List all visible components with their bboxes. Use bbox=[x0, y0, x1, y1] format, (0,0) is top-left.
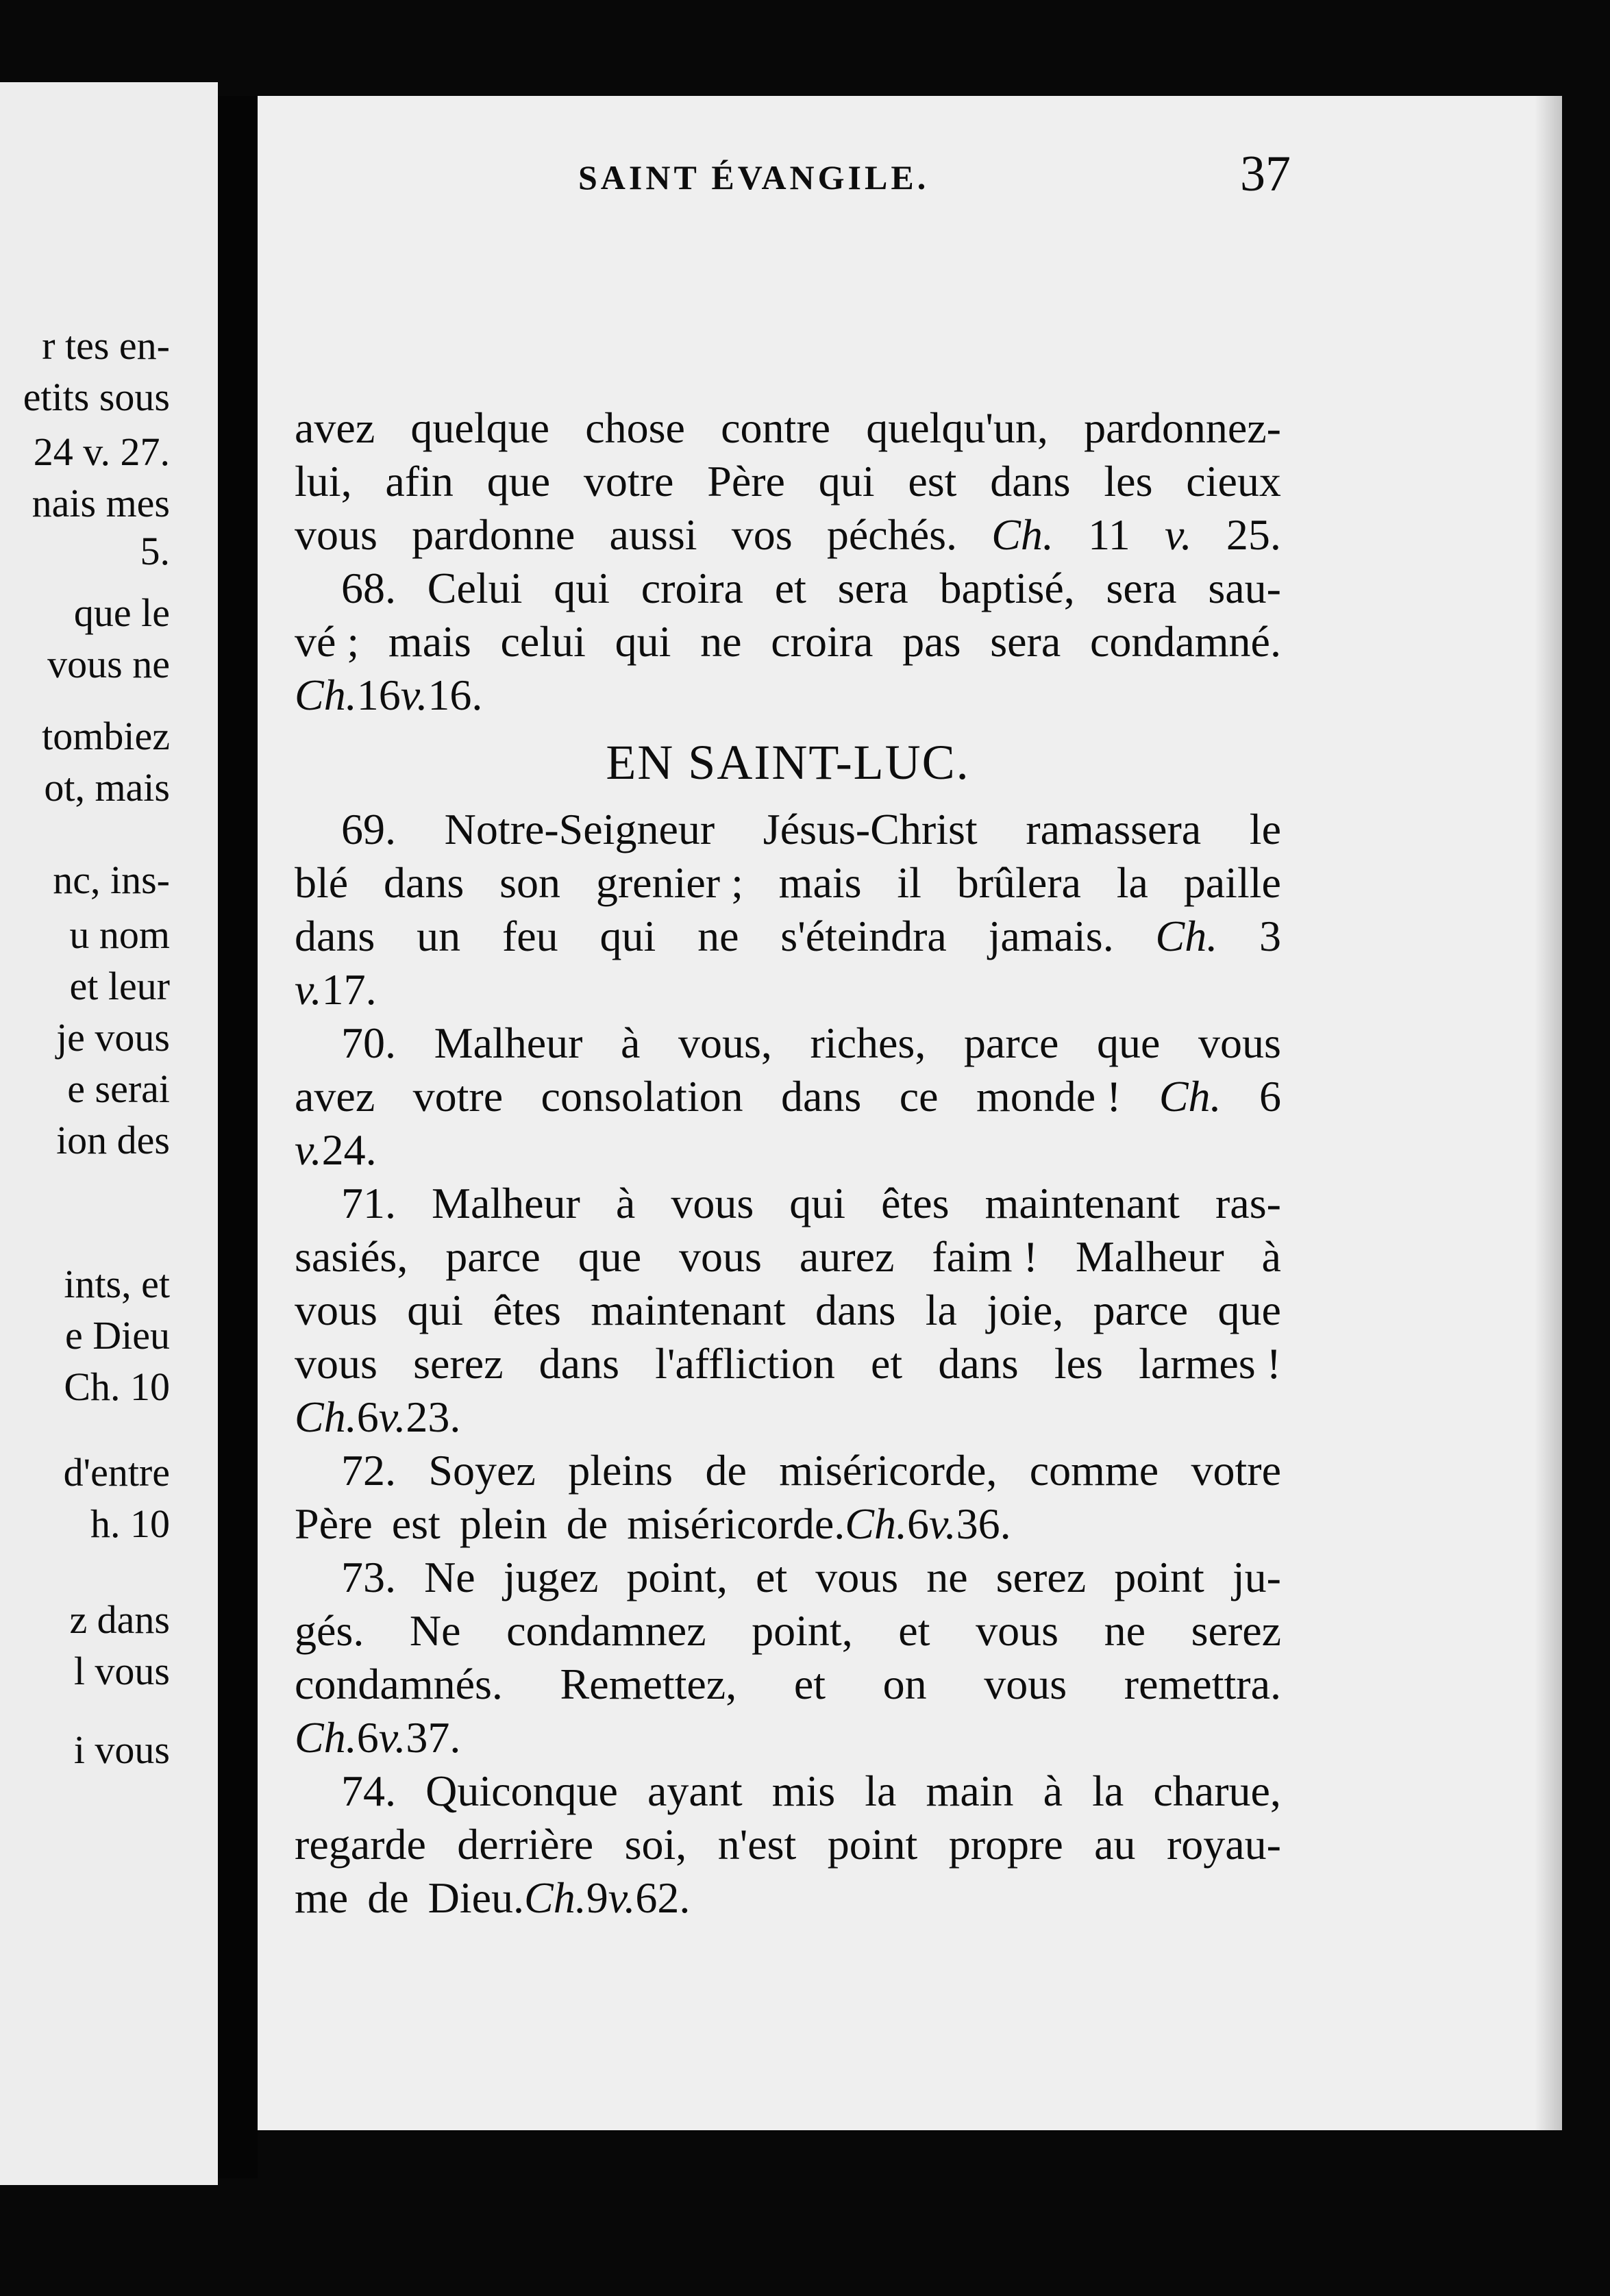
text-line bbox=[295, 1711, 1281, 1764]
word: Malheur bbox=[432, 1179, 580, 1227]
text-line bbox=[295, 1604, 1281, 1658]
word: 16 bbox=[356, 671, 401, 719]
word: Remettez, bbox=[560, 1660, 737, 1708]
word: point, bbox=[626, 1553, 728, 1601]
word: regarde bbox=[295, 1820, 426, 1869]
word: 11 bbox=[1088, 510, 1130, 559]
left-page-fragment bbox=[0, 82, 218, 2185]
reference-abbrev: Ch. bbox=[991, 510, 1054, 559]
word: sera bbox=[1106, 564, 1177, 612]
word: sau- bbox=[1208, 564, 1281, 612]
word: monde ! bbox=[976, 1072, 1122, 1121]
word: Soyez bbox=[428, 1446, 536, 1495]
left-page-line: nc, ins- bbox=[53, 858, 170, 902]
word: que bbox=[486, 457, 551, 506]
word: 70. bbox=[341, 1019, 396, 1067]
word: dans bbox=[538, 1339, 619, 1388]
word: Jésus-Christ bbox=[763, 805, 978, 853]
word: grenier ; bbox=[595, 858, 743, 907]
word: ras- bbox=[1215, 1179, 1281, 1227]
text-line bbox=[295, 1284, 1281, 1337]
left-page-line: et leur bbox=[69, 964, 170, 1008]
text-line bbox=[295, 508, 1281, 562]
word: qui bbox=[615, 617, 671, 666]
text-line bbox=[295, 1658, 1281, 1711]
word: dans bbox=[815, 1286, 896, 1334]
text-line bbox=[295, 615, 1281, 669]
word: 6 bbox=[356, 1713, 379, 1762]
word: vous bbox=[295, 1339, 377, 1388]
word: vous, bbox=[678, 1019, 772, 1067]
word: la bbox=[865, 1767, 897, 1815]
word: votre bbox=[1191, 1446, 1281, 1495]
word: mis bbox=[771, 1767, 836, 1815]
word: qui bbox=[789, 1179, 846, 1227]
section-heading: EN SAINT-LUC. bbox=[606, 735, 970, 790]
word: on bbox=[882, 1660, 927, 1708]
word: à bbox=[1043, 1767, 1063, 1815]
word: vos bbox=[731, 510, 793, 559]
text-line bbox=[295, 1070, 1281, 1123]
word: Quiconque bbox=[425, 1767, 618, 1815]
word: l'affliction bbox=[655, 1339, 835, 1388]
word: votre bbox=[412, 1072, 504, 1121]
word: dans bbox=[938, 1339, 1019, 1388]
word: avez bbox=[295, 403, 375, 452]
word: soi, bbox=[624, 1820, 687, 1869]
word: Celui bbox=[427, 564, 523, 612]
word: pleins bbox=[568, 1446, 673, 1495]
word: vous bbox=[976, 1606, 1058, 1655]
word: serez bbox=[1191, 1606, 1281, 1655]
word: et bbox=[871, 1339, 903, 1388]
word: que bbox=[578, 1232, 642, 1281]
text-line bbox=[295, 803, 1281, 856]
text-line bbox=[295, 1390, 1281, 1444]
left-page-line: etits sous bbox=[23, 375, 170, 419]
left-page-line: ion des bbox=[56, 1118, 170, 1162]
word: ayant bbox=[647, 1767, 743, 1815]
word: Dieu. bbox=[428, 1873, 524, 1922]
word: comme bbox=[1029, 1446, 1159, 1495]
word: péchés. bbox=[826, 510, 957, 559]
word: Malheur bbox=[1075, 1232, 1224, 1281]
word: que bbox=[1217, 1286, 1281, 1334]
left-page-line: que le bbox=[73, 590, 170, 635]
word: pas bbox=[902, 617, 961, 666]
word: vous bbox=[679, 1232, 762, 1281]
word: Notre-Seigneur bbox=[444, 805, 715, 853]
word: remettra. bbox=[1124, 1660, 1281, 1708]
word: ne bbox=[1104, 1606, 1145, 1655]
word: propre bbox=[948, 1820, 1063, 1869]
word: larmes ! bbox=[1139, 1339, 1281, 1388]
word: 17. bbox=[321, 965, 377, 1014]
text-line bbox=[295, 1123, 1281, 1177]
word: plein bbox=[459, 1499, 547, 1548]
word: aussi bbox=[609, 510, 697, 559]
word: ju- bbox=[1232, 1553, 1281, 1601]
reference-abbrev: v. bbox=[1165, 510, 1192, 559]
word: sera bbox=[837, 564, 908, 612]
word: joie, bbox=[987, 1286, 1064, 1334]
running-head-title: SAINT ÉVANGILE. bbox=[578, 158, 930, 197]
word: et bbox=[756, 1553, 788, 1601]
word: ramassera bbox=[1026, 805, 1202, 853]
word: 9 bbox=[586, 1873, 608, 1922]
word: il bbox=[897, 858, 921, 907]
word: parce bbox=[963, 1019, 1059, 1067]
text-line bbox=[295, 1444, 1281, 1497]
word: mais bbox=[388, 617, 471, 666]
word: vous bbox=[1198, 1019, 1281, 1067]
left-page-line: 5. bbox=[140, 529, 170, 573]
word: vous bbox=[295, 1286, 377, 1334]
word: est bbox=[391, 1499, 441, 1548]
word: les bbox=[1054, 1339, 1103, 1388]
word: jugez bbox=[503, 1553, 599, 1601]
word: êtes bbox=[493, 1286, 561, 1334]
word: point bbox=[1114, 1553, 1204, 1601]
reference-abbrev: v. bbox=[378, 1393, 406, 1441]
text-line bbox=[295, 562, 1281, 615]
word: point, bbox=[752, 1606, 853, 1655]
word: dans bbox=[295, 912, 375, 960]
text-line bbox=[295, 1871, 1281, 1925]
word: 37. bbox=[406, 1713, 461, 1762]
word: pardonnez- bbox=[1084, 403, 1281, 452]
word: dans bbox=[781, 1072, 862, 1121]
word: serez bbox=[995, 1553, 1087, 1601]
word: ne bbox=[700, 617, 742, 666]
word: un bbox=[417, 912, 461, 960]
word: 36. bbox=[956, 1499, 1011, 1548]
text-line bbox=[295, 1497, 1281, 1551]
left-page-line: nais mes bbox=[32, 481, 170, 525]
word: faim ! bbox=[932, 1232, 1038, 1281]
word: miséricorde. bbox=[627, 1499, 845, 1548]
word: 6 bbox=[1259, 1072, 1281, 1121]
word: qui bbox=[818, 457, 875, 506]
word: 23. bbox=[406, 1393, 461, 1441]
word: qui bbox=[599, 912, 656, 960]
word: quelque bbox=[410, 403, 549, 452]
word: ne bbox=[926, 1553, 968, 1601]
word: dans bbox=[384, 858, 465, 907]
word: royau- bbox=[1166, 1820, 1281, 1869]
word: quelqu'un, bbox=[866, 403, 1048, 452]
word: pardonne bbox=[412, 510, 575, 559]
word: parce bbox=[1093, 1286, 1189, 1334]
reference-abbrev: Ch. bbox=[1159, 1072, 1222, 1121]
word: 25. bbox=[1226, 510, 1281, 559]
left-page-line: tombiez bbox=[42, 714, 170, 758]
word: charue, bbox=[1153, 1767, 1281, 1815]
word: avez bbox=[295, 1072, 375, 1121]
word: miséricorde, bbox=[779, 1446, 998, 1495]
left-page-line: l vous bbox=[73, 1649, 170, 1693]
word: chose bbox=[585, 403, 685, 452]
reference-abbrev: v. bbox=[295, 1125, 322, 1174]
reference-abbrev: v. bbox=[295, 965, 322, 1014]
word: à bbox=[615, 1179, 636, 1227]
word: derrière bbox=[457, 1820, 594, 1869]
left-page-line: je vous bbox=[56, 1015, 170, 1060]
word: afin bbox=[385, 457, 454, 506]
word: à bbox=[1261, 1232, 1281, 1281]
word: serez bbox=[413, 1339, 504, 1388]
word: son bbox=[499, 858, 561, 907]
word: condamnés. bbox=[295, 1660, 503, 1708]
word: 6 bbox=[906, 1499, 929, 1548]
word: lui, bbox=[295, 457, 352, 506]
word: 72. bbox=[341, 1446, 396, 1495]
word: sasiés, bbox=[295, 1232, 408, 1281]
left-page-line: e serai bbox=[67, 1066, 170, 1111]
word: baptisé, bbox=[939, 564, 1075, 612]
left-page-line: u nom bbox=[69, 912, 170, 957]
word: et bbox=[774, 564, 806, 612]
word: maintenant bbox=[984, 1179, 1180, 1227]
text-line bbox=[295, 910, 1281, 963]
text-line bbox=[295, 1177, 1281, 1230]
word: 69. bbox=[341, 805, 396, 853]
word: aurez bbox=[799, 1232, 895, 1281]
text-line bbox=[295, 669, 1281, 722]
word: ce bbox=[899, 1072, 939, 1121]
word: vous bbox=[815, 1553, 899, 1601]
word: de bbox=[705, 1446, 747, 1495]
book-gutter bbox=[218, 96, 258, 2178]
text-line bbox=[295, 963, 1281, 1016]
word: 74. bbox=[341, 1767, 396, 1815]
word: vé ; bbox=[295, 617, 360, 666]
text-line bbox=[295, 401, 1281, 455]
left-page-line: ints, et bbox=[64, 1262, 170, 1306]
word: et bbox=[793, 1660, 826, 1708]
word: mais bbox=[778, 858, 862, 907]
reference-abbrev: v. bbox=[378, 1713, 406, 1762]
reference-abbrev: Ch. bbox=[295, 1393, 357, 1441]
word: 68. bbox=[341, 564, 396, 612]
word: 3 bbox=[1259, 912, 1281, 960]
word: Ne bbox=[424, 1553, 475, 1601]
word: Père bbox=[295, 1499, 373, 1548]
word: ne bbox=[697, 912, 739, 960]
word: vous bbox=[671, 1179, 754, 1227]
page-number: 37 bbox=[1240, 146, 1291, 202]
word: 6 bbox=[356, 1393, 379, 1441]
word: jamais. bbox=[988, 912, 1114, 960]
word: feu bbox=[501, 912, 558, 960]
text-line bbox=[295, 1818, 1281, 1871]
text-block bbox=[295, 401, 1281, 1925]
word: vous bbox=[295, 510, 377, 559]
word: condamnez bbox=[506, 1606, 706, 1655]
text-line bbox=[295, 455, 1281, 508]
reference-abbrev: Ch. bbox=[845, 1499, 907, 1548]
word: n'est bbox=[717, 1820, 797, 1869]
word: qui bbox=[554, 564, 610, 612]
word: vous bbox=[984, 1660, 1067, 1708]
word: dans bbox=[990, 457, 1071, 506]
word: point bbox=[827, 1820, 918, 1869]
word: la bbox=[1116, 858, 1148, 907]
word: me bbox=[295, 1873, 349, 1922]
word: à bbox=[621, 1019, 641, 1067]
word: gés. bbox=[295, 1606, 364, 1655]
word: la bbox=[925, 1286, 957, 1334]
word: condamné. bbox=[1089, 617, 1281, 666]
word: le bbox=[1249, 805, 1281, 853]
word: consolation bbox=[541, 1072, 743, 1121]
word: Malheur bbox=[434, 1019, 583, 1067]
word: celui bbox=[500, 617, 586, 666]
reference-abbrev: v. bbox=[608, 1873, 636, 1922]
reference-abbrev: Ch. bbox=[295, 1713, 357, 1762]
word: contre bbox=[721, 403, 830, 452]
word: est bbox=[908, 457, 957, 506]
word: que bbox=[1097, 1019, 1161, 1067]
reference-abbrev: v. bbox=[400, 671, 428, 719]
word: êtes bbox=[881, 1179, 950, 1227]
text-line bbox=[295, 1337, 1281, 1390]
word: maintenant bbox=[591, 1286, 786, 1334]
left-page-line: i vous bbox=[73, 1727, 170, 1772]
word: votre bbox=[583, 457, 674, 506]
text-line bbox=[295, 1016, 1281, 1070]
text-line bbox=[295, 1764, 1281, 1818]
word: riches, bbox=[810, 1019, 926, 1067]
left-page-line: vous ne bbox=[47, 642, 170, 686]
running-head bbox=[318, 130, 1291, 219]
word: blé bbox=[295, 858, 349, 907]
word: croira bbox=[641, 564, 743, 612]
left-page-line: 24 v. 27. bbox=[33, 429, 170, 474]
word: croira bbox=[771, 617, 874, 666]
word: s'éteindra bbox=[780, 912, 947, 960]
text-line bbox=[295, 1551, 1281, 1604]
word: paille bbox=[1183, 858, 1281, 907]
word: au bbox=[1094, 1820, 1136, 1869]
word: qui bbox=[407, 1286, 464, 1334]
word: Ne bbox=[409, 1606, 461, 1655]
left-page-line: ot, mais bbox=[44, 765, 170, 810]
left-page-line: Ch. 10 bbox=[64, 1364, 170, 1409]
text-line bbox=[295, 856, 1281, 910]
word: cieux bbox=[1186, 457, 1281, 506]
word: sera bbox=[990, 617, 1061, 666]
left-page-line: z dans bbox=[69, 1597, 170, 1642]
word: 24. bbox=[321, 1125, 377, 1174]
word: 16. bbox=[428, 671, 483, 719]
left-page-line: h. 10 bbox=[90, 1501, 170, 1546]
reference-abbrev: Ch. bbox=[524, 1873, 586, 1922]
reference-abbrev: Ch. bbox=[1155, 912, 1218, 960]
word: de bbox=[367, 1873, 409, 1922]
reference-abbrev: v. bbox=[928, 1499, 956, 1548]
left-page-line: d'entre bbox=[63, 1450, 170, 1495]
left-page-line: e Dieu bbox=[65, 1313, 170, 1358]
word: main bbox=[926, 1767, 1014, 1815]
word: de bbox=[566, 1499, 608, 1548]
word: parce bbox=[445, 1232, 541, 1281]
reference-abbrev: Ch. bbox=[295, 671, 357, 719]
word: 62. bbox=[635, 1873, 691, 1922]
word: 71. bbox=[341, 1179, 396, 1227]
word: et bbox=[898, 1606, 930, 1655]
word: brûlera bbox=[956, 858, 1081, 907]
text-line bbox=[295, 1230, 1281, 1284]
word: la bbox=[1092, 1767, 1124, 1815]
word: les bbox=[1104, 457, 1153, 506]
word: Père bbox=[707, 457, 785, 506]
word: 73. bbox=[341, 1553, 396, 1601]
left-page-line: r tes en- bbox=[42, 323, 170, 368]
